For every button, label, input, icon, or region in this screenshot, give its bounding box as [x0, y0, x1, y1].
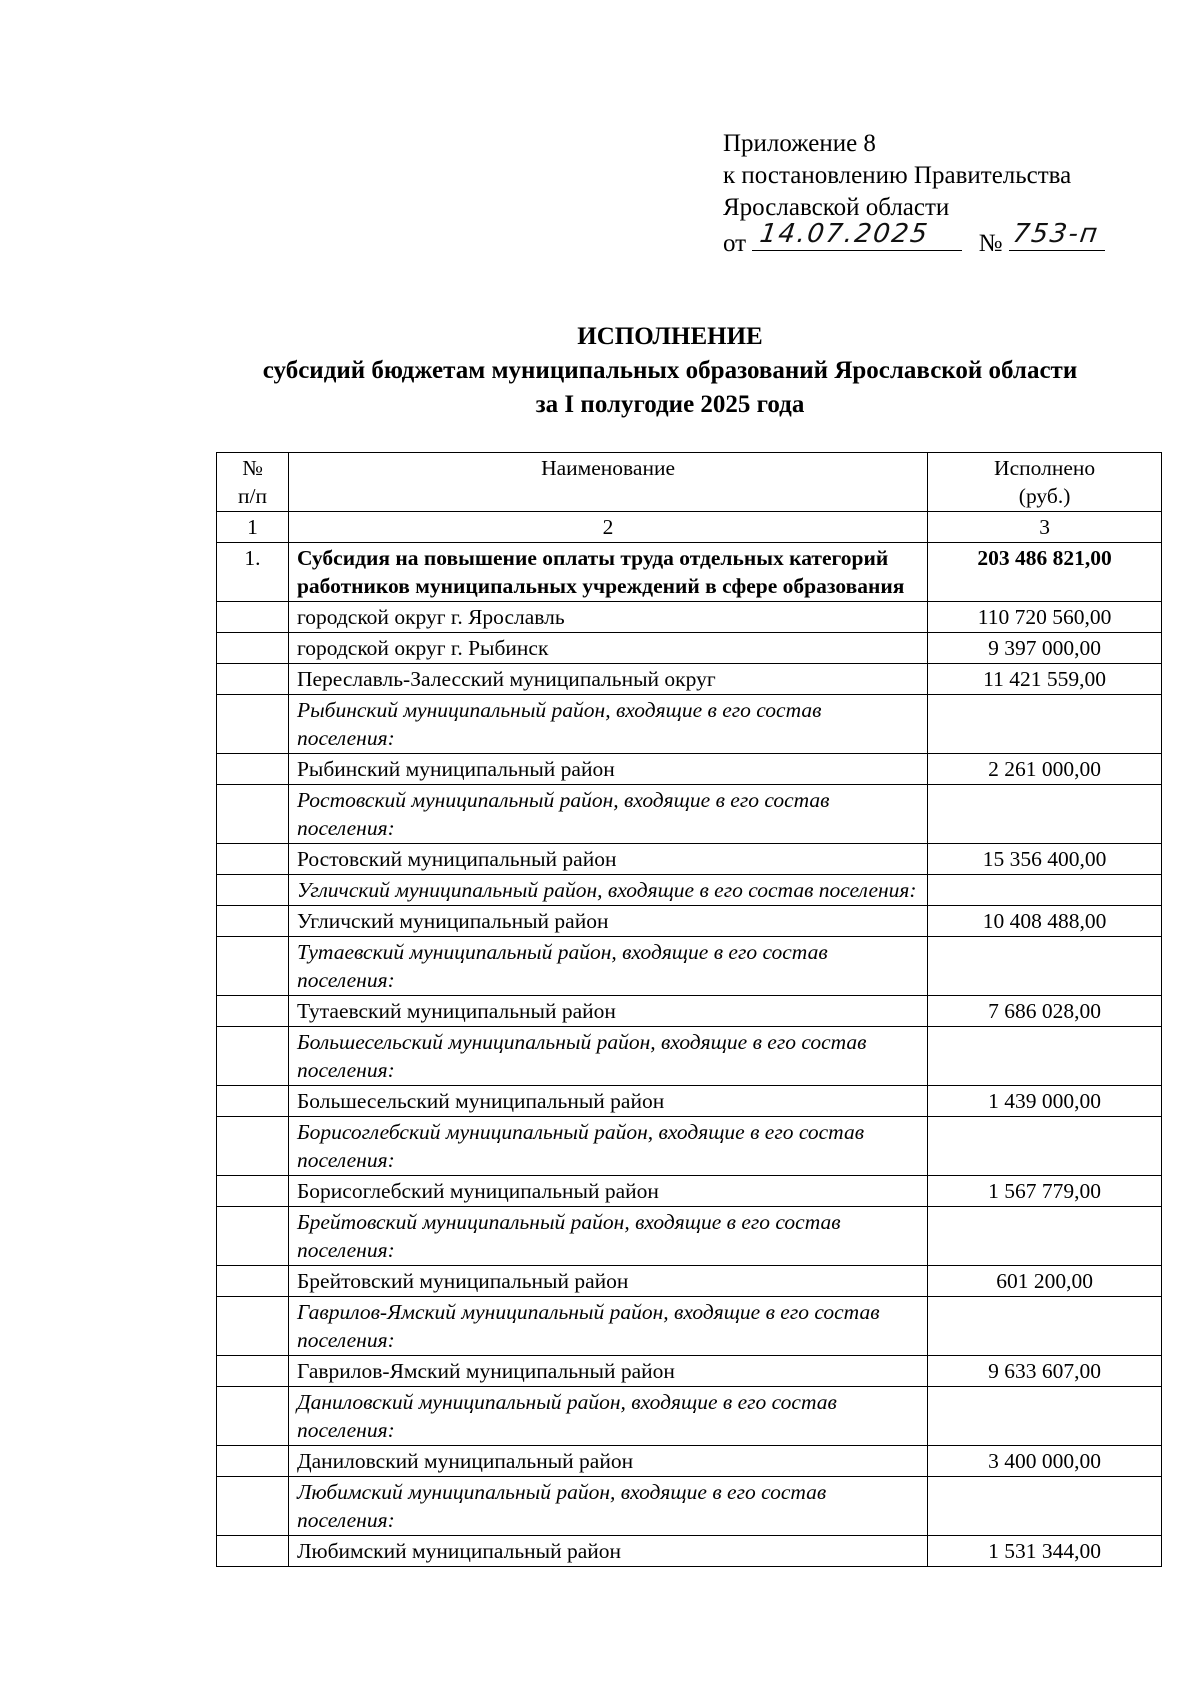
table-row: [217, 1266, 1162, 1297]
column-number: 3: [928, 512, 1162, 543]
municipality-name: Гаврилов-Ямский муниципальный район: [288, 1356, 927, 1387]
section-row: [217, 543, 1162, 602]
executed-amount: 2 261 000,00: [928, 754, 1162, 785]
row-number-cell: [217, 602, 289, 633]
section-total: 203 486 821,00: [928, 543, 1162, 602]
table-row: [217, 754, 1162, 785]
row-number-cell: [217, 1477, 289, 1536]
table-row: [217, 1297, 1162, 1356]
table-row: [217, 875, 1162, 906]
municipality-name: Борисоглебский муниципальный район: [288, 1176, 927, 1207]
executed-amount: 9 397 000,00: [928, 633, 1162, 664]
municipality-name: городской округ г. Ярославль: [288, 602, 927, 633]
execution-table: [216, 452, 1162, 1567]
row-number-cell: [217, 1117, 289, 1176]
handwritten-date: 14.07.2025: [758, 219, 932, 249]
executed-amount: 15 356 400,00: [928, 844, 1162, 875]
handwritten-number: 753-п: [1010, 219, 1101, 249]
table-row: [217, 1356, 1162, 1387]
municipality-name: Рыбинский муниципальный район: [288, 754, 927, 785]
date-field: [752, 219, 962, 251]
row-number-cell: [217, 996, 289, 1027]
district-group-label: Даниловский муниципальный район, входящие в его состав поселения:: [288, 1387, 927, 1446]
appendix-title: Приложение 8: [723, 130, 876, 157]
header-executed: Исполнено (руб.): [928, 453, 1162, 512]
district-group-label: Рыбинский муниципальный район, входящие в его состав поселения:: [288, 695, 927, 754]
table-row: [217, 937, 1162, 996]
district-group-label: Угличский муниципальный район, входящие в его состав поселения:: [288, 875, 927, 906]
municipality-name: Ростовский муниципальный район: [288, 844, 927, 875]
row-number-cell: [217, 1536, 289, 1567]
executed-amount: 10 408 488,00: [928, 906, 1162, 937]
row-number-cell: [217, 937, 289, 996]
table-row: [217, 1446, 1162, 1477]
row-number-cell: [217, 785, 289, 844]
table-row: [217, 602, 1162, 633]
table-row: [217, 906, 1162, 937]
appendix-region: Ярославской области: [723, 194, 950, 221]
municipality-name: Любимский муниципальный район: [288, 1536, 927, 1567]
table-row: [217, 996, 1162, 1027]
row-number-cell: [217, 1027, 289, 1086]
section-number: 1.: [217, 543, 289, 602]
appendix-decree: к постановлению Правительства: [723, 162, 1072, 189]
district-group-label: Большесельский муниципальный район, входящие в его состав поселения:: [288, 1027, 927, 1086]
executed-amount: 601 200,00: [928, 1266, 1162, 1297]
row-number-cell: [217, 695, 289, 754]
table-row: [217, 1117, 1162, 1176]
table-row: [217, 844, 1162, 875]
table-row: [217, 1207, 1162, 1266]
executed-amount: 9 633 607,00: [928, 1356, 1162, 1387]
municipality-name: Тутаевский муниципальный район: [288, 996, 927, 1027]
district-group-label: Тутаевский муниципальный район, входящие в его состав поселения:: [288, 937, 927, 996]
appendix-date-line: [723, 219, 1105, 260]
section-name: Субсидия на повышение оплаты труда отдельных категорий работников муниципальных учреждений в сфере образования: [288, 543, 927, 602]
executed-amount: [928, 695, 1162, 754]
municipality-name: Большесельский муниципальный район: [288, 1086, 927, 1117]
table-row: [217, 664, 1162, 695]
number-prefix: №: [978, 230, 1003, 257]
row-number-cell: [217, 906, 289, 937]
row-number-cell: [217, 633, 289, 664]
municipality-name: Даниловский муниципальный район: [288, 1446, 927, 1477]
table-row: [217, 1536, 1162, 1567]
district-group-label: Ростовский муниципальный район, входящие в его состав поселения:: [288, 785, 927, 844]
header-name: Наименование: [288, 453, 927, 512]
table-row: [217, 1086, 1162, 1117]
executed-amount: [928, 1027, 1162, 1086]
district-group-label: Брейтовский муниципальный район, входящие в его состав поселения:: [288, 1207, 927, 1266]
municipality-name: Угличский муниципальный район: [288, 906, 927, 937]
document-heading: [150, 320, 1190, 422]
header-num: № п/п: [217, 453, 289, 512]
executed-amount: 110 720 560,00: [928, 602, 1162, 633]
number-field: [1009, 219, 1105, 251]
executed-amount: [928, 1207, 1162, 1266]
table-row: [217, 1176, 1162, 1207]
row-number-cell: [217, 1297, 289, 1356]
row-number-cell: [217, 754, 289, 785]
heading-subtitle: субсидий бюджетам муниципальных образований Ярославской области: [262, 357, 1078, 384]
executed-amount: [928, 937, 1162, 996]
appendix-block: [723, 128, 1105, 260]
executed-amount: 11 421 559,00: [928, 664, 1162, 695]
district-group-label: Борисоглебский муниципальный район, входящие в его состав поселения:: [288, 1117, 927, 1176]
executed-amount: [928, 1387, 1162, 1446]
executed-amount: [928, 785, 1162, 844]
table-row: [217, 785, 1162, 844]
table-header-row: [217, 453, 1162, 512]
row-number-cell: [217, 844, 289, 875]
column-number-row: [217, 512, 1162, 543]
column-number: 1: [217, 512, 289, 543]
row-number-cell: [217, 1207, 289, 1266]
table-row: [217, 1027, 1162, 1086]
executed-amount: [928, 1477, 1162, 1536]
executed-amount: 7 686 028,00: [928, 996, 1162, 1027]
executed-amount: 3 400 000,00: [928, 1446, 1162, 1477]
row-number-cell: [217, 1356, 289, 1387]
table-row: [217, 1387, 1162, 1446]
executed-amount: 1 567 779,00: [928, 1176, 1162, 1207]
municipality-name: Брейтовский муниципальный район: [288, 1266, 927, 1297]
row-number-cell: [217, 664, 289, 695]
district-group-label: Любимский муниципальный район, входящие в его состав поселения:: [288, 1477, 927, 1536]
table-row: [217, 1477, 1162, 1536]
executed-amount: [928, 875, 1162, 906]
table-row: [217, 695, 1162, 754]
municipality-name: городской округ г. Рыбинск: [288, 633, 927, 664]
row-number-cell: [217, 875, 289, 906]
row-number-cell: [217, 1266, 289, 1297]
row-number-cell: [217, 1176, 289, 1207]
row-number-cell: [217, 1387, 289, 1446]
executed-amount: 1 531 344,00: [928, 1536, 1162, 1567]
heading-title: ИСПОЛНЕНИЕ: [577, 323, 763, 350]
row-number-cell: [217, 1086, 289, 1117]
row-number-cell: [217, 1446, 289, 1477]
table-row: [217, 633, 1162, 664]
district-group-label: Гаврилов-Ямский муниципальный район, входящие в его состав поселения:: [288, 1297, 927, 1356]
executed-amount: [928, 1297, 1162, 1356]
column-number: 2: [288, 512, 927, 543]
municipality-name: Переславль-Залесский муниципальный округ: [288, 664, 927, 695]
executed-amount: [928, 1117, 1162, 1176]
heading-period: за I полугодие 2025 года: [535, 391, 805, 418]
date-prefix: от: [723, 230, 747, 257]
executed-amount: 1 439 000,00: [928, 1086, 1162, 1117]
